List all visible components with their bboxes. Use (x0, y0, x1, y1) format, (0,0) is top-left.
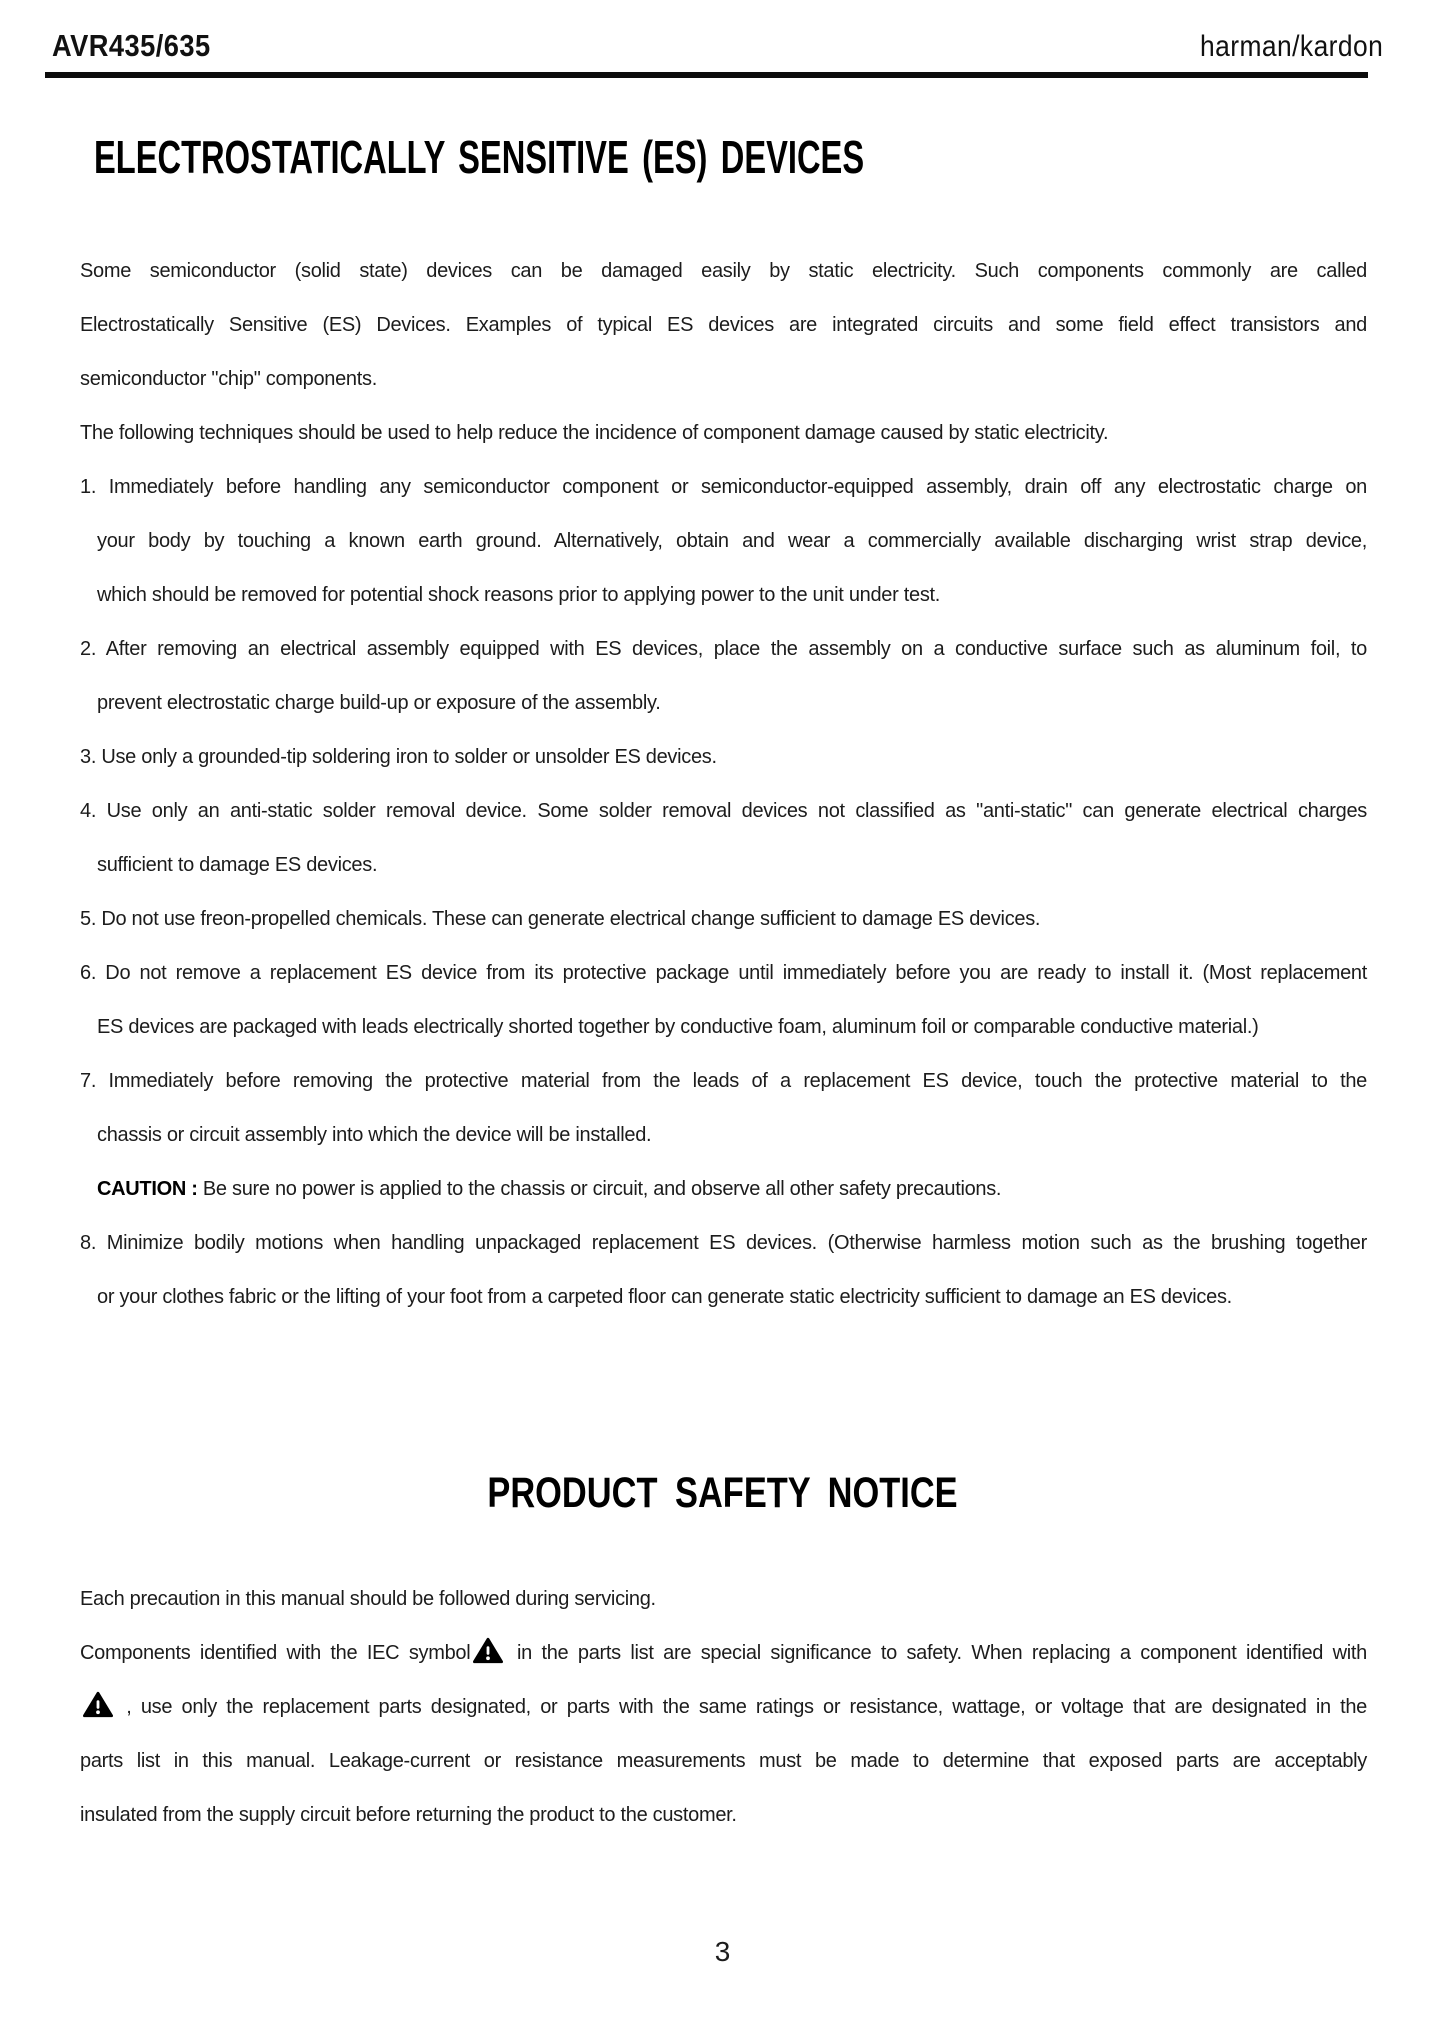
text-line: Electrostatically Sensitive (ES) Devices. Examples of typical ES devices are integrated circuits and some field effect transistors and (80, 314, 1367, 336)
brand-logo-text: harman/kardon (1199, 30, 1383, 63)
text-line: 4. Use only an anti-static solder removal device. Some solder removal devices not classified as "anti-static" can generate electrical charges (80, 800, 1367, 822)
text-line: Components identified with the IEC symbol in the parts list are special significance to safety. When replacing a component identified with (80, 1626, 1367, 1680)
text-line: chassis or circuit assembly into which the device will be installed. (97, 1124, 652, 1146)
page-number: 3 (714, 1936, 731, 1967)
es-section-body (80, 244, 1367, 1324)
text-line: Some semiconductor (solid state) devices can be damaged easily by static electricity. Such components commonly are called (80, 260, 1367, 282)
product-safety-notice-body (80, 1572, 1367, 1842)
text-line: The following techniques should be used to help reduce the incidence of component damage caused by static electricity. (80, 422, 1109, 444)
text-line: 5. Do not use freon-propelled chemicals. These can generate electrical change sufficient to damage ES devices. (80, 908, 1041, 930)
iec-warning-triangle-icon (83, 1691, 113, 1718)
text-line: , use only the replacement parts designated, or parts with the same ratings or resistance, wattage, or voltage that are designated in the (80, 1680, 1367, 1734)
page-header (52, 22, 1383, 64)
iec-warning-triangle-icon (473, 1637, 503, 1664)
text-line: 3. Use only a grounded-tip soldering iron to solder or unsolder ES devices. (80, 746, 717, 768)
caution-label: CAUTION : (97, 1178, 198, 1200)
text-line: parts list in this manual. Leakage-current or resistance measurements must be made to determine that exposed parts are acceptably (80, 1750, 1367, 1772)
text-line: insulated from the supply circuit before returning the product to the customer. (80, 1804, 737, 1826)
text-line: 6. Do not remove a replacement ES device from its protective package until immediately before you are ready to install it. (Most replacement (80, 962, 1367, 984)
text-line: 7. Immediately before removing the protective material from the leads of a replacement ES device, touch the protective material to the (80, 1070, 1367, 1092)
text-line: Each precaution in this manual should be followed during servicing. (80, 1588, 656, 1610)
product-safety-notice-title: PRODUCT SAFETY NOTICE (487, 1469, 958, 1517)
text-line: CAUTION : Be sure no power is applied to the chassis or circuit, and observe all other safety precautions. (97, 1178, 1002, 1200)
text-line: sufficient to damage ES devices. (97, 854, 378, 876)
text-line: or your clothes fabric or the lifting of your foot from a carpeted floor can generate static electricity sufficient to damage an ES devices. (97, 1286, 1232, 1308)
text-line: ES devices are packaged with leads electrically shorted together by conductive foam, aluminum foil or comparable conductive material.) (97, 1016, 1259, 1038)
model-number: AVR435/635 (52, 28, 211, 63)
text-line: prevent electrostatic charge build-up or exposure of the assembly. (97, 692, 661, 714)
header-rule (45, 72, 1368, 78)
text-line: semiconductor "chip" components. (80, 368, 377, 390)
text-line: 2. After removing an electrical assembly equipped with ES devices, place the assembly on a conductive surface such as aluminum foil, to (80, 638, 1367, 660)
text-line: 8. Minimize bodily motions when handling unpackaged replacement ES devices. (Otherwise harmless motion such as the brushing together (80, 1232, 1367, 1254)
text-line: your body by touching a known earth ground. Alternatively, obtain and wear a commercially available discharging wrist strap device, (97, 530, 1367, 552)
text-line: 1. Immediately before handling any semiconductor component or semiconductor-equipped assembly, drain off any electrostatic charge on (80, 476, 1367, 498)
es-section-title: ELECTROSTATICALLY SENSITIVE (ES) DEVICES (94, 131, 865, 183)
text-line: which should be removed for potential shock reasons prior to applying power to the unit under test. (97, 584, 941, 606)
